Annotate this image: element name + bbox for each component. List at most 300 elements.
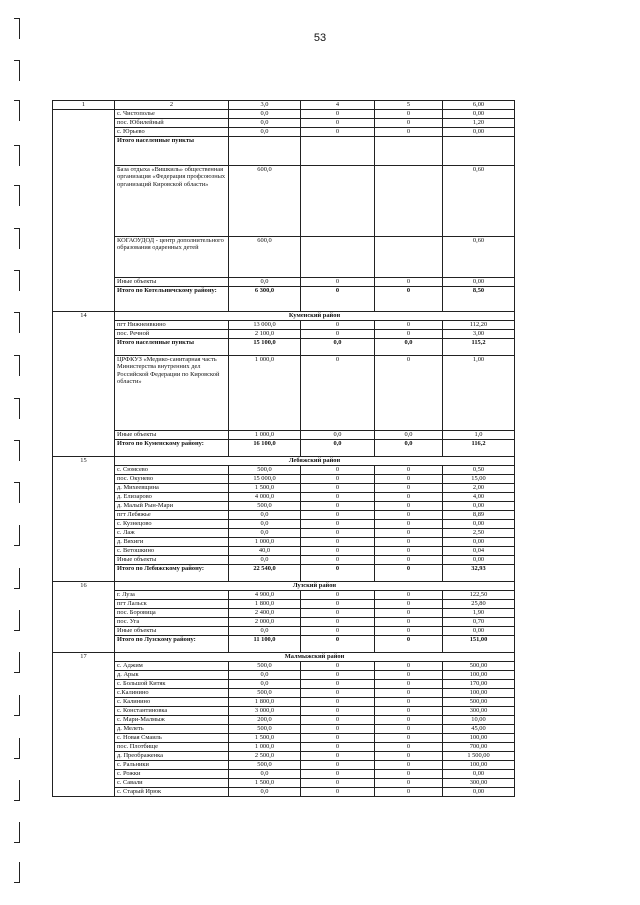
value-col-6: 45,00 bbox=[443, 725, 515, 734]
value-col-5: 0 bbox=[375, 752, 443, 761]
table-row bbox=[53, 502, 515, 511]
row-name: с.Калинино bbox=[115, 689, 229, 698]
value-col-3: 2 500,0 bbox=[229, 752, 301, 761]
binding-mark bbox=[14, 398, 20, 419]
value-col-4: 0 bbox=[301, 779, 375, 788]
value-col-3: 0,0 bbox=[229, 671, 301, 680]
value-col-3: 1 000,0 bbox=[229, 743, 301, 752]
value-col-3: 6 300,0 bbox=[229, 287, 301, 312]
row-name: Итого по Лебяжскому району: bbox=[115, 565, 229, 582]
value-col-4: 0 bbox=[301, 752, 375, 761]
value-col-5: 0 bbox=[375, 538, 443, 547]
value-col-3: 200,0 bbox=[229, 716, 301, 725]
table-row bbox=[53, 627, 515, 636]
table-row bbox=[53, 752, 515, 761]
table-row bbox=[53, 278, 515, 287]
row-name: с. Мари-Малмыж bbox=[115, 716, 229, 725]
value-col-6: 1 500,00 bbox=[443, 752, 515, 761]
value-col-4: 0 bbox=[301, 770, 375, 779]
row-name: с. Кузнецово bbox=[115, 520, 229, 529]
value-col-3: 13 000,0 bbox=[229, 321, 301, 330]
value-col-5: 0 bbox=[375, 600, 443, 609]
value-col-5: 0 bbox=[375, 689, 443, 698]
value-col-3: 0,0 bbox=[229, 770, 301, 779]
value-col-5: 0 bbox=[375, 287, 443, 312]
value-col-3: 2 400,0 bbox=[229, 609, 301, 618]
value-col-5: 0 bbox=[375, 484, 443, 493]
value-col-4: 0 bbox=[301, 565, 375, 582]
value-col-6: 0,00 bbox=[443, 502, 515, 511]
value-col-4: 0 bbox=[301, 538, 375, 547]
value-col-3: 0,0 bbox=[229, 278, 301, 287]
value-col-6: 0,00 bbox=[443, 788, 515, 797]
value-col-5: 0 bbox=[375, 547, 443, 556]
value-col-5: 0 bbox=[375, 110, 443, 119]
header-cell: 3,0 bbox=[229, 101, 301, 110]
binding-mark bbox=[14, 482, 20, 503]
binding-mark bbox=[14, 822, 20, 843]
value-col-3: 11 100,0 bbox=[229, 636, 301, 653]
binding-mark bbox=[14, 780, 20, 801]
value-col-5: 0 bbox=[375, 707, 443, 716]
value-col-4: 0 bbox=[301, 493, 375, 502]
row-name: пгт Нижнеивкино bbox=[115, 321, 229, 330]
row-name: с. Рожки bbox=[115, 770, 229, 779]
value-col-5: 0 bbox=[375, 716, 443, 725]
value-col-6: 25,80 bbox=[443, 600, 515, 609]
value-col-4: 0 bbox=[301, 788, 375, 797]
value-col-4: 0 bbox=[301, 520, 375, 529]
value-col-5: 0 bbox=[375, 493, 443, 502]
value-col-3: 0,0 bbox=[229, 680, 301, 689]
value-col-4: 0 bbox=[301, 321, 375, 330]
value-col-3: 15 000,0 bbox=[229, 475, 301, 484]
table-row bbox=[53, 484, 515, 493]
block-number bbox=[53, 110, 115, 312]
district-header-row bbox=[53, 312, 515, 321]
binding-mark bbox=[14, 738, 20, 759]
row-name: с. Юрьево bbox=[115, 128, 229, 137]
row-name: Иные объекты bbox=[115, 278, 229, 287]
value-col-4: 0 bbox=[301, 466, 375, 475]
value-col-3: 0,0 bbox=[229, 128, 301, 137]
value-col-3: 500,0 bbox=[229, 689, 301, 698]
value-col-5: 0 bbox=[375, 788, 443, 797]
table-row bbox=[53, 321, 515, 330]
value-col-6: 122,50 bbox=[443, 591, 515, 600]
value-col-3: 16 100,0 bbox=[229, 440, 301, 457]
binding-mark bbox=[14, 610, 20, 631]
table-row bbox=[53, 237, 515, 278]
table-row bbox=[53, 466, 515, 475]
table-body bbox=[53, 110, 515, 797]
value-col-5: 0 bbox=[375, 529, 443, 538]
block-number: 17 bbox=[53, 653, 115, 797]
value-col-6: 0,60 bbox=[443, 166, 515, 237]
table-row bbox=[53, 520, 515, 529]
value-col-6: 1,0 bbox=[443, 431, 515, 440]
value-col-4: 0 bbox=[301, 600, 375, 609]
table-row bbox=[53, 662, 515, 671]
value-col-5: 0 bbox=[375, 591, 443, 600]
value-col-4: 0 bbox=[301, 680, 375, 689]
value-col-5: 0 bbox=[375, 618, 443, 627]
value-col-5: 0 bbox=[375, 520, 443, 529]
value-col-5: 0 bbox=[375, 330, 443, 339]
district-header-row bbox=[53, 582, 515, 591]
value-col-5: 0 bbox=[375, 475, 443, 484]
value-col-3: 0,0 bbox=[229, 119, 301, 128]
value-col-5: 0 bbox=[375, 609, 443, 618]
value-col-6: 500,00 bbox=[443, 698, 515, 707]
binding-marks bbox=[0, 0, 36, 905]
binding-mark bbox=[14, 145, 20, 166]
binding-mark bbox=[14, 228, 20, 249]
row-name: Итого населенные пункты bbox=[115, 339, 229, 356]
value-col-4: 0 bbox=[301, 356, 375, 431]
value-col-6: 0,00 bbox=[443, 538, 515, 547]
binding-mark bbox=[14, 525, 20, 546]
value-col-6: 112,20 bbox=[443, 321, 515, 330]
value-col-3: 600,0 bbox=[229, 166, 301, 237]
total-row bbox=[53, 565, 515, 582]
binding-mark bbox=[14, 100, 20, 121]
table-row bbox=[53, 689, 515, 698]
row-name: Иные объекты bbox=[115, 431, 229, 440]
table-row bbox=[53, 743, 515, 752]
value-col-3: 0,0 bbox=[229, 529, 301, 538]
value-col-6 bbox=[443, 137, 515, 166]
value-col-6: 0,00 bbox=[443, 627, 515, 636]
district-title: Куменский район bbox=[115, 312, 515, 321]
table-row bbox=[53, 761, 515, 770]
value-col-4 bbox=[301, 166, 375, 237]
value-col-3: 0,0 bbox=[229, 788, 301, 797]
value-col-4: 0 bbox=[301, 618, 375, 627]
value-col-4: 0 bbox=[301, 725, 375, 734]
value-col-4: 0 bbox=[301, 689, 375, 698]
block-number: 14 bbox=[53, 312, 115, 457]
value-col-3: 15 100,0 bbox=[229, 339, 301, 356]
value-col-6: 0,60 bbox=[443, 237, 515, 278]
table-row bbox=[53, 356, 515, 431]
row-name: д. Арык bbox=[115, 671, 229, 680]
row-name: База отдыха «Вишкиль» общественная организация «Федерация профсоюзных организаций Кировской области» bbox=[115, 166, 229, 237]
value-col-6: 0,00 bbox=[443, 520, 515, 529]
row-name: ЦРФКУЗ «Медико-санитарная часть Министерства внутренних дел Российской Федерации по Кировской области» bbox=[115, 356, 229, 431]
block-number: 15 bbox=[53, 457, 115, 582]
row-name: с. Ральники bbox=[115, 761, 229, 770]
row-name: г. Луза bbox=[115, 591, 229, 600]
value-col-4: 0 bbox=[301, 662, 375, 671]
row-name: Иные объекты bbox=[115, 627, 229, 636]
binding-mark bbox=[14, 355, 20, 376]
value-col-3: 22 540,0 bbox=[229, 565, 301, 582]
table-row bbox=[53, 779, 515, 788]
value-col-6: 3,00 bbox=[443, 330, 515, 339]
district-header-row bbox=[53, 457, 515, 466]
table-row bbox=[53, 770, 515, 779]
header-cell: 2 bbox=[115, 101, 229, 110]
value-col-4: 0 bbox=[301, 529, 375, 538]
value-col-4: 0 bbox=[301, 502, 375, 511]
row-name: с. Константиновка bbox=[115, 707, 229, 716]
value-col-3: 500,0 bbox=[229, 725, 301, 734]
value-col-6: 300,00 bbox=[443, 707, 515, 716]
value-col-4: 0 bbox=[301, 278, 375, 287]
table-row bbox=[53, 698, 515, 707]
value-col-6: 8,89 bbox=[443, 511, 515, 520]
row-name: д. Михеевщина bbox=[115, 484, 229, 493]
value-col-5: 0 bbox=[375, 278, 443, 287]
value-col-5: 0 bbox=[375, 725, 443, 734]
header-cell: 6,00 bbox=[443, 101, 515, 110]
value-col-3: 4 000,0 bbox=[229, 493, 301, 502]
table-row bbox=[53, 716, 515, 725]
table-row bbox=[53, 493, 515, 502]
value-col-3: 1 500,0 bbox=[229, 484, 301, 493]
value-col-5: 0 bbox=[375, 734, 443, 743]
binding-mark bbox=[14, 440, 20, 461]
table-row bbox=[53, 725, 515, 734]
row-name: пос. Уга bbox=[115, 618, 229, 627]
binding-mark bbox=[14, 60, 20, 81]
value-col-6: 0,00 bbox=[443, 556, 515, 565]
table-row bbox=[53, 431, 515, 440]
value-col-6: 10,00 bbox=[443, 716, 515, 725]
value-col-5: 0 bbox=[375, 761, 443, 770]
total-row bbox=[53, 339, 515, 356]
row-name: с. Аджим bbox=[115, 662, 229, 671]
value-col-5: 0 bbox=[375, 627, 443, 636]
value-col-6: 100,00 bbox=[443, 671, 515, 680]
value-col-4: 0 bbox=[301, 636, 375, 653]
value-col-3: 1 800,0 bbox=[229, 600, 301, 609]
value-col-5: 0 bbox=[375, 770, 443, 779]
value-col-3: 500,0 bbox=[229, 502, 301, 511]
table-row bbox=[53, 119, 515, 128]
header-cell: 4 bbox=[301, 101, 375, 110]
table-row bbox=[53, 600, 515, 609]
table-row bbox=[53, 609, 515, 618]
column-number-row bbox=[53, 101, 515, 110]
value-col-3: 1 500,0 bbox=[229, 734, 301, 743]
binding-mark bbox=[14, 695, 20, 716]
value-col-4: 0,0 bbox=[301, 440, 375, 457]
value-col-5: 0 bbox=[375, 321, 443, 330]
value-col-5: 0 bbox=[375, 511, 443, 520]
total-row bbox=[53, 636, 515, 653]
district-header-row bbox=[53, 653, 515, 662]
value-col-6: 15,00 bbox=[443, 475, 515, 484]
value-col-5 bbox=[375, 166, 443, 237]
value-col-3: 0,0 bbox=[229, 110, 301, 119]
table-row bbox=[53, 110, 515, 119]
row-name: д. Преображенка bbox=[115, 752, 229, 761]
table-row bbox=[53, 128, 515, 137]
value-col-6: 32,93 bbox=[443, 565, 515, 582]
row-name: пгт Лальск bbox=[115, 600, 229, 609]
value-col-3: 1 500,0 bbox=[229, 779, 301, 788]
value-col-5 bbox=[375, 237, 443, 278]
row-name: пос. Речной bbox=[115, 330, 229, 339]
value-col-4: 0 bbox=[301, 119, 375, 128]
value-col-3 bbox=[229, 137, 301, 166]
value-col-4: 0 bbox=[301, 511, 375, 520]
value-col-3: 0,0 bbox=[229, 627, 301, 636]
binding-mark bbox=[14, 185, 20, 206]
row-name: Итого по Котельничскому району: bbox=[115, 287, 229, 312]
district-title: Малмыжский район bbox=[115, 653, 515, 662]
row-name: пгт Лебяжье bbox=[115, 511, 229, 520]
value-col-5: 0 bbox=[375, 779, 443, 788]
row-name: д. Елизарово bbox=[115, 493, 229, 502]
table-row bbox=[53, 618, 515, 627]
binding-mark bbox=[14, 18, 20, 39]
value-col-4: 0 bbox=[301, 287, 375, 312]
value-col-6: 8,50 bbox=[443, 287, 515, 312]
row-name: с. Ветошкино bbox=[115, 547, 229, 556]
value-col-4: 0 bbox=[301, 743, 375, 752]
value-col-4: 0 bbox=[301, 609, 375, 618]
value-col-3: 1 000,0 bbox=[229, 538, 301, 547]
value-col-3: 600,0 bbox=[229, 237, 301, 278]
value-col-6: 1,00 bbox=[443, 356, 515, 431]
total-row bbox=[53, 287, 515, 312]
value-col-6: 100,00 bbox=[443, 761, 515, 770]
table-row bbox=[53, 788, 515, 797]
row-name: Итого по Куменскому району: bbox=[115, 440, 229, 457]
district-title: Лузский район bbox=[115, 582, 515, 591]
value-col-4: 0 bbox=[301, 591, 375, 600]
row-name: Иные объекты bbox=[115, 556, 229, 565]
value-col-4: 0 bbox=[301, 484, 375, 493]
value-col-5: 0 bbox=[375, 128, 443, 137]
value-col-3: 0,0 bbox=[229, 520, 301, 529]
row-name: д. Вяхиги bbox=[115, 538, 229, 547]
value-col-5: 0,0 bbox=[375, 431, 443, 440]
value-col-6: 116,2 bbox=[443, 440, 515, 457]
value-col-6: 1,90 bbox=[443, 609, 515, 618]
table-row bbox=[53, 680, 515, 689]
value-col-5: 0 bbox=[375, 680, 443, 689]
value-col-4: 0 bbox=[301, 707, 375, 716]
row-name: пос. Окунево bbox=[115, 475, 229, 484]
value-col-3: 1 000,0 bbox=[229, 356, 301, 431]
value-col-4: 0 bbox=[301, 475, 375, 484]
value-col-6: 700,00 bbox=[443, 743, 515, 752]
value-col-6: 0,00 bbox=[443, 770, 515, 779]
data-table bbox=[52, 100, 515, 797]
value-col-3: 500,0 bbox=[229, 662, 301, 671]
value-col-3: 0,0 bbox=[229, 556, 301, 565]
row-name: пос. Боровица bbox=[115, 609, 229, 618]
value-col-6: 0,00 bbox=[443, 128, 515, 137]
value-col-5: 0 bbox=[375, 466, 443, 475]
value-col-3: 500,0 bbox=[229, 466, 301, 475]
value-col-5 bbox=[375, 137, 443, 166]
value-col-4: 0 bbox=[301, 128, 375, 137]
value-col-5: 0 bbox=[375, 565, 443, 582]
header-cell: 5 bbox=[375, 101, 443, 110]
value-col-6: 0,00 bbox=[443, 110, 515, 119]
row-name: Итого населенные пункты bbox=[115, 137, 229, 166]
value-col-4: 0 bbox=[301, 110, 375, 119]
table-row bbox=[53, 671, 515, 680]
value-col-3: 500,0 bbox=[229, 761, 301, 770]
value-col-3: 1 000,0 bbox=[229, 431, 301, 440]
value-col-3: 3 000,0 bbox=[229, 707, 301, 716]
value-col-5: 0 bbox=[375, 556, 443, 565]
value-col-5: 0 bbox=[375, 662, 443, 671]
table-row bbox=[53, 511, 515, 520]
value-col-6: 0,00 bbox=[443, 278, 515, 287]
row-name: КОГАОУДОД - центр дополнительного образования одаренных детей bbox=[115, 237, 229, 278]
binding-mark bbox=[14, 270, 20, 291]
table-row bbox=[53, 475, 515, 484]
value-col-6: 170,00 bbox=[443, 680, 515, 689]
table-row bbox=[53, 734, 515, 743]
value-col-6: 2,50 bbox=[443, 529, 515, 538]
value-col-3: 4 900,0 bbox=[229, 591, 301, 600]
value-col-5: 0 bbox=[375, 119, 443, 128]
table-row bbox=[53, 707, 515, 716]
row-name: с. Сюмсево bbox=[115, 466, 229, 475]
table-row bbox=[53, 538, 515, 547]
row-name: д. Мелеть bbox=[115, 725, 229, 734]
value-col-4: 0 bbox=[301, 698, 375, 707]
value-col-4: 0 bbox=[301, 330, 375, 339]
total-row bbox=[53, 137, 515, 166]
value-col-5: 0 bbox=[375, 356, 443, 431]
header-cell: 1 bbox=[53, 101, 115, 110]
value-col-4: 0,0 bbox=[301, 339, 375, 356]
row-name: с. Чистополье bbox=[115, 110, 229, 119]
value-col-4: 0 bbox=[301, 716, 375, 725]
row-name: с. Савали bbox=[115, 779, 229, 788]
value-col-4: 0 bbox=[301, 556, 375, 565]
table-row bbox=[53, 330, 515, 339]
binding-mark bbox=[14, 652, 20, 673]
binding-mark bbox=[14, 568, 20, 589]
table-row bbox=[53, 591, 515, 600]
page-number: 53 bbox=[313, 32, 327, 44]
value-col-6: 0,50 bbox=[443, 466, 515, 475]
value-col-4 bbox=[301, 137, 375, 166]
block-number: 16 bbox=[53, 582, 115, 653]
value-col-4: 0 bbox=[301, 547, 375, 556]
value-col-6: 0,04 bbox=[443, 547, 515, 556]
row-name: пос. Юбилейный bbox=[115, 119, 229, 128]
row-name: с. Большой Китяк bbox=[115, 680, 229, 689]
value-col-4: 0 bbox=[301, 627, 375, 636]
row-name: д. Малый Рын-Мари bbox=[115, 502, 229, 511]
value-col-6: 100,00 bbox=[443, 734, 515, 743]
district-title: Лебяжский район bbox=[115, 457, 515, 466]
total-row bbox=[53, 440, 515, 457]
binding-mark bbox=[14, 862, 20, 883]
value-col-5: 0,0 bbox=[375, 339, 443, 356]
value-col-4: 0,0 bbox=[301, 431, 375, 440]
table-row bbox=[53, 529, 515, 538]
row-name: с. Новая Смаиль bbox=[115, 734, 229, 743]
value-col-5: 0 bbox=[375, 502, 443, 511]
value-col-6: 1,20 bbox=[443, 119, 515, 128]
value-col-6: 2,00 bbox=[443, 484, 515, 493]
value-col-6: 100,00 bbox=[443, 689, 515, 698]
value-col-5: 0 bbox=[375, 671, 443, 680]
value-col-5: 0 bbox=[375, 743, 443, 752]
